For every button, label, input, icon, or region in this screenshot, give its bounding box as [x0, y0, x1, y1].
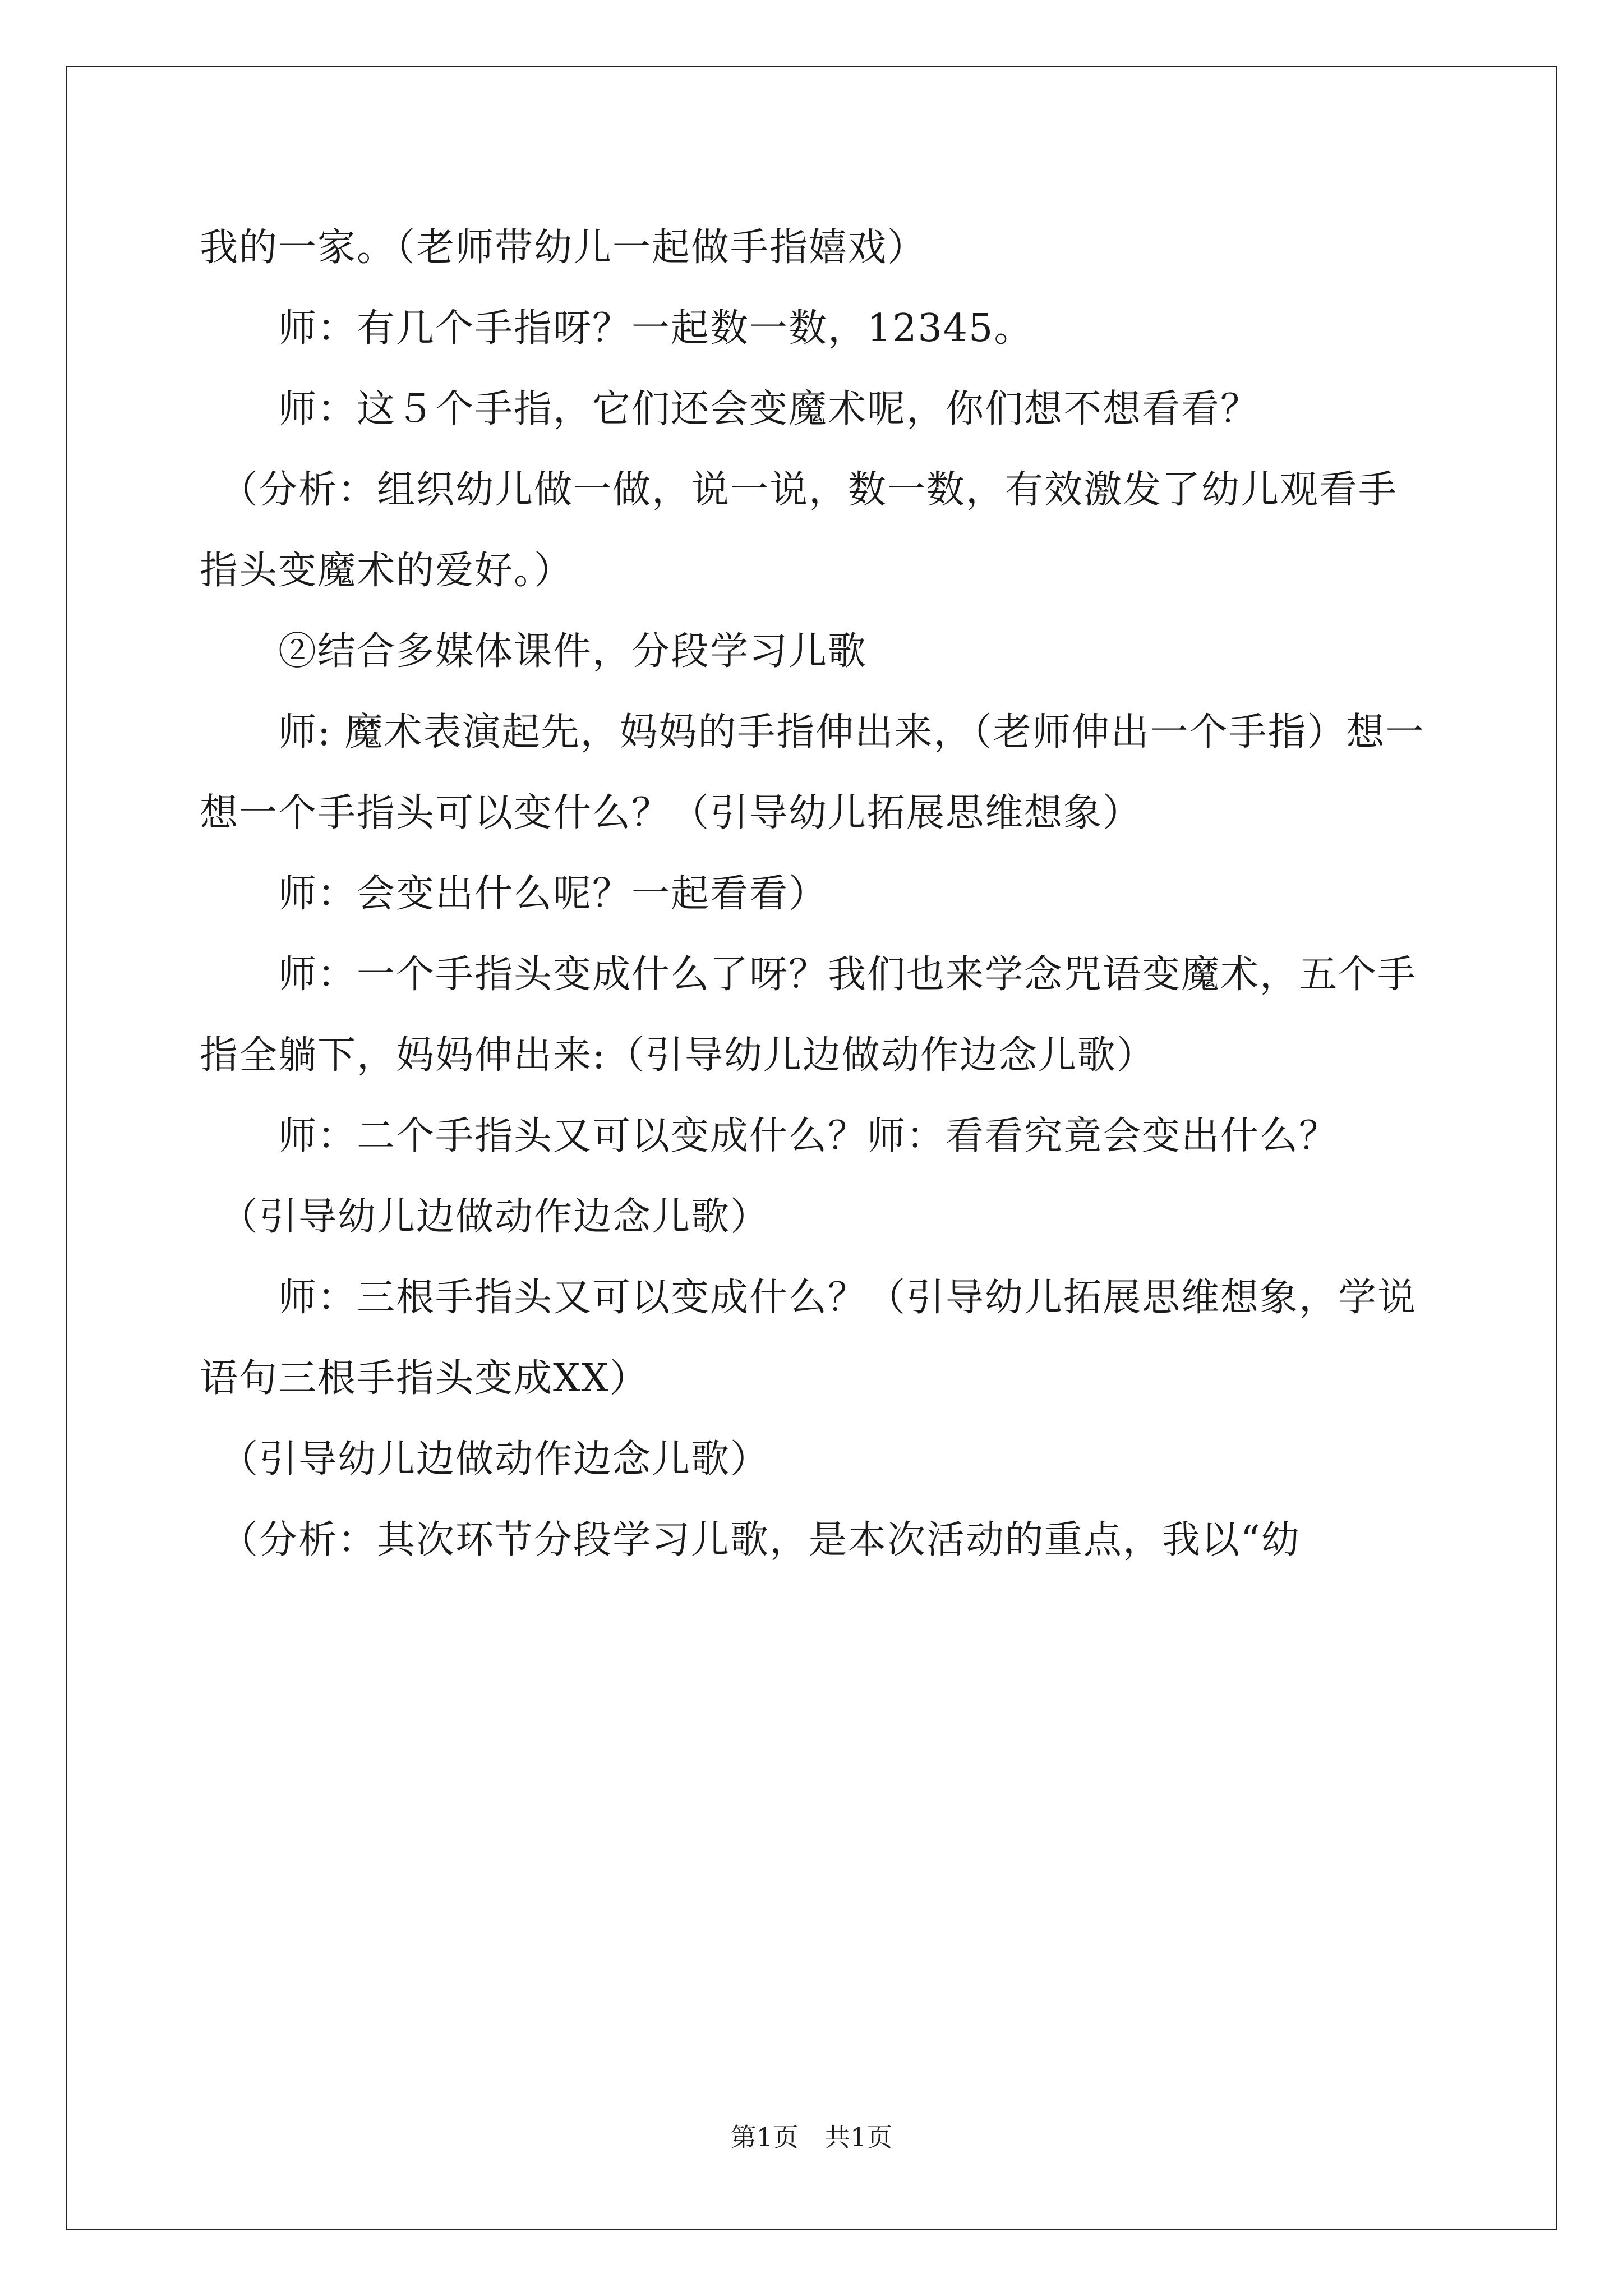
- paragraph: 师：有几个手指呀？一起数一数，12345。: [200, 306, 1034, 351]
- paragraph: （分析：组织幼儿做一做，说一说，数一数，有效激发了幼儿观看手指头变魔术的爱好。）: [200, 468, 1398, 593]
- paragraph: ②结合多媒体课件，分段学习儿歌: [200, 629, 868, 674]
- page-footer: 第1页 共1页: [730, 2122, 893, 2152]
- paragraph: （引导幼儿边做动作边念儿歌）: [200, 1437, 770, 1481]
- paragraph: 师：这５个手指，它们还会变魔术呢，你们想不想看看？: [200, 387, 1260, 431]
- paragraph: 师：二个手指头又可以变成什么？师：看看究竟会变出什么？: [200, 1114, 1339, 1158]
- document-body: [200, 208, 1428, 1581]
- paragraph: 师：会变出什么呢？一起看看）: [200, 872, 828, 916]
- paragraph: 师：三根手指头又可以变成什么？（引导幼儿拓展思维想象，学说语句三根手指头变成XX）: [200, 1276, 1417, 1401]
- paragraph: 我的一家。（老师带幼儿一起做手指嬉戏）: [200, 226, 927, 270]
- paragraph: 师：一个手指头变成什么了呀？我们也来学念咒语变魔术，五个手指全躺下，妈妈伸出来:（引导幼儿边做动作边念儿歌）: [200, 953, 1417, 1078]
- paragraph: （分析：其次环节分段学习儿歌，是本次活动的重点，我以“幼: [200, 1518, 1301, 1562]
- paragraph: （引导幼儿边做动作边念儿歌）: [200, 1195, 770, 1239]
- paragraph: 师: 魔术表演起先，妈妈的手指伸出来，（老师伸出一个手指）想一想一个手指头可以变什么？（引导幼儿拓展思维想象）: [200, 710, 1425, 835]
